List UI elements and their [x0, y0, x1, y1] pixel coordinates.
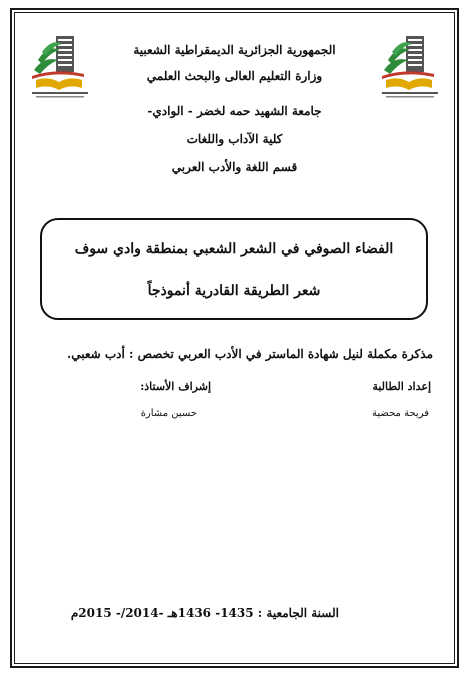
university-logo-left [26, 30, 92, 102]
department-name: قسم اللغة والأدب العربي [171, 160, 298, 174]
thesis-subtitle: شعر الطريقة القادرية أنموذجاً [147, 283, 321, 299]
supervisor-name: حسين مشارة [140, 408, 197, 419]
faculty-name: كلية الآداب واللغات [186, 132, 283, 146]
supervisor-label: إشراف الأستاذ: [140, 380, 211, 393]
university-logo-icon [376, 30, 442, 102]
thesis-title-box [40, 218, 428, 320]
student-label: إعداد الطالبة [372, 380, 431, 393]
thesis-title: الفضاء الصوفي في الشعر الشعبي بمنطقة وادي سوف [74, 241, 394, 257]
university-logo-right [376, 30, 442, 102]
university-logo-icon [26, 30, 92, 102]
university-name: جامعة الشهيد حمه لخضر - الوادي- [147, 104, 322, 118]
student-name: فريحة محضية [372, 408, 429, 419]
academic-year: السنة الجامعية : 1435- 1436هـ -2014/- 2015م [70, 606, 339, 620]
ministry-name: وزارة التعليم العالى والبحث العلمي [146, 69, 323, 83]
republic-name: الجمهورية الجزائرية الديمقراطية الشعبية [133, 43, 336, 57]
degree-statement: مذكرة مكملة لنيل شهادة الماستر في الأدب العربي تخصص : أدب شعبي. [67, 347, 433, 361]
